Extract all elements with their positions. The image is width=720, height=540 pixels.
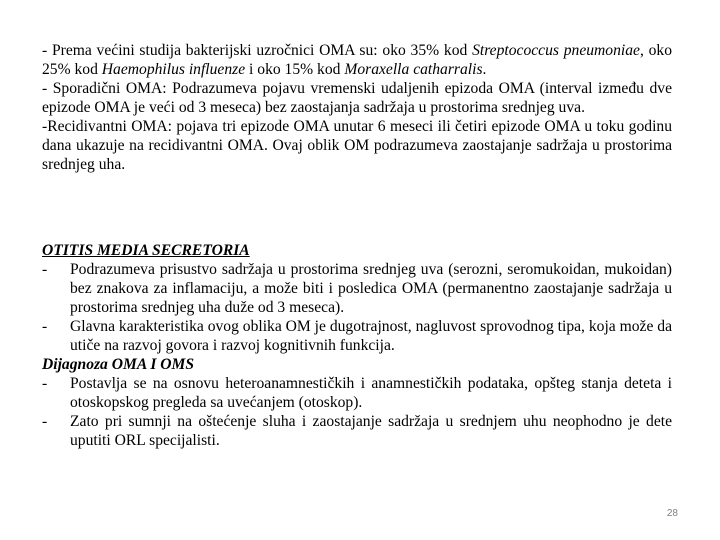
intro-section	[42, 41, 672, 174]
text-run: - Prema većini studija bakterijski uzročnici OMA su: oko 35% kod	[42, 42, 473, 59]
bacterial-causes-paragraph	[42, 41, 672, 79]
species-streptococcus: Streptococcus pneumoniae	[472, 42, 640, 59]
bullet-dash: -	[42, 375, 48, 392]
bullet-text: Podrazumeva prisustvo sadržaja u prostorima srednjeg uva (serozni, seromukoidan, mukoidan) bez znakova za inflamaciju, a može biti i posledica OMA (permanentno zaostajanje sadržaja u prostorima srednjeg uha duže od 3 meseca).	[70, 261, 672, 316]
bullet-dash: -	[42, 413, 48, 430]
secretoria-heading: OTITIS MEDIA SECRETORIA	[42, 242, 250, 259]
list-item	[42, 374, 672, 412]
bullet-dash: -	[42, 261, 48, 278]
text-run: i oko 15% kod	[245, 61, 345, 78]
bullet-text: Zato pri sumnji na oštećenje sluha i zaostajanje sadržaja u srednjem uhu neophodno je dete uputiti ORL specijalisti.	[70, 413, 672, 449]
species-haemophilus: Haemophilus influenze	[101, 61, 246, 78]
bullet-text: Postavlja se na osnovu heteroanamnestičkih i anamnestičkih podataka, opšteg stanja deteta i otoskopskog pregleda sa uvećanjem (otoskop).	[70, 375, 672, 411]
sporadic-oma-paragraph: - Sporadični OMA: Podrazumeva pojavu vremenski udaljenih epizoda OMA (interval između dve epizode OMA je veći od 3 meseca) bez zaostajanja sadržaja u prostorima srednjeg uva.	[42, 80, 672, 116]
list-item	[42, 317, 672, 355]
page-number: 28	[666, 508, 678, 519]
list-item	[42, 260, 672, 317]
secretoria-section	[42, 241, 672, 450]
text-run: , oko 25% kod	[42, 42, 672, 78]
recurrent-oma-paragraph: -Recidivantni OMA: pojava tri epizode OMA unutar 6 meseci ili četiri epizode OMA u toku godinu dana ukazuje na recidivantni OMA. Ovaj oblik OM podrazumeva zaostajanje sadržaja u prostorima srednjeg uha.	[42, 118, 672, 173]
list-item	[42, 412, 672, 450]
dijagnoza-heading: Dijagnoza OMA I OMS	[42, 356, 195, 373]
species-moraxella: Moraxella catharralis	[344, 61, 483, 78]
bullet-dash: -	[42, 318, 48, 335]
text-run: .	[482, 61, 487, 78]
bullet-text: Glavna karakteristika ovog oblika OM je dugotrajnost, nagluvost sprovodnog tipa, koja može da utiče na razvoj govora i razvoj kognitivnih funkcija.	[70, 318, 672, 354]
